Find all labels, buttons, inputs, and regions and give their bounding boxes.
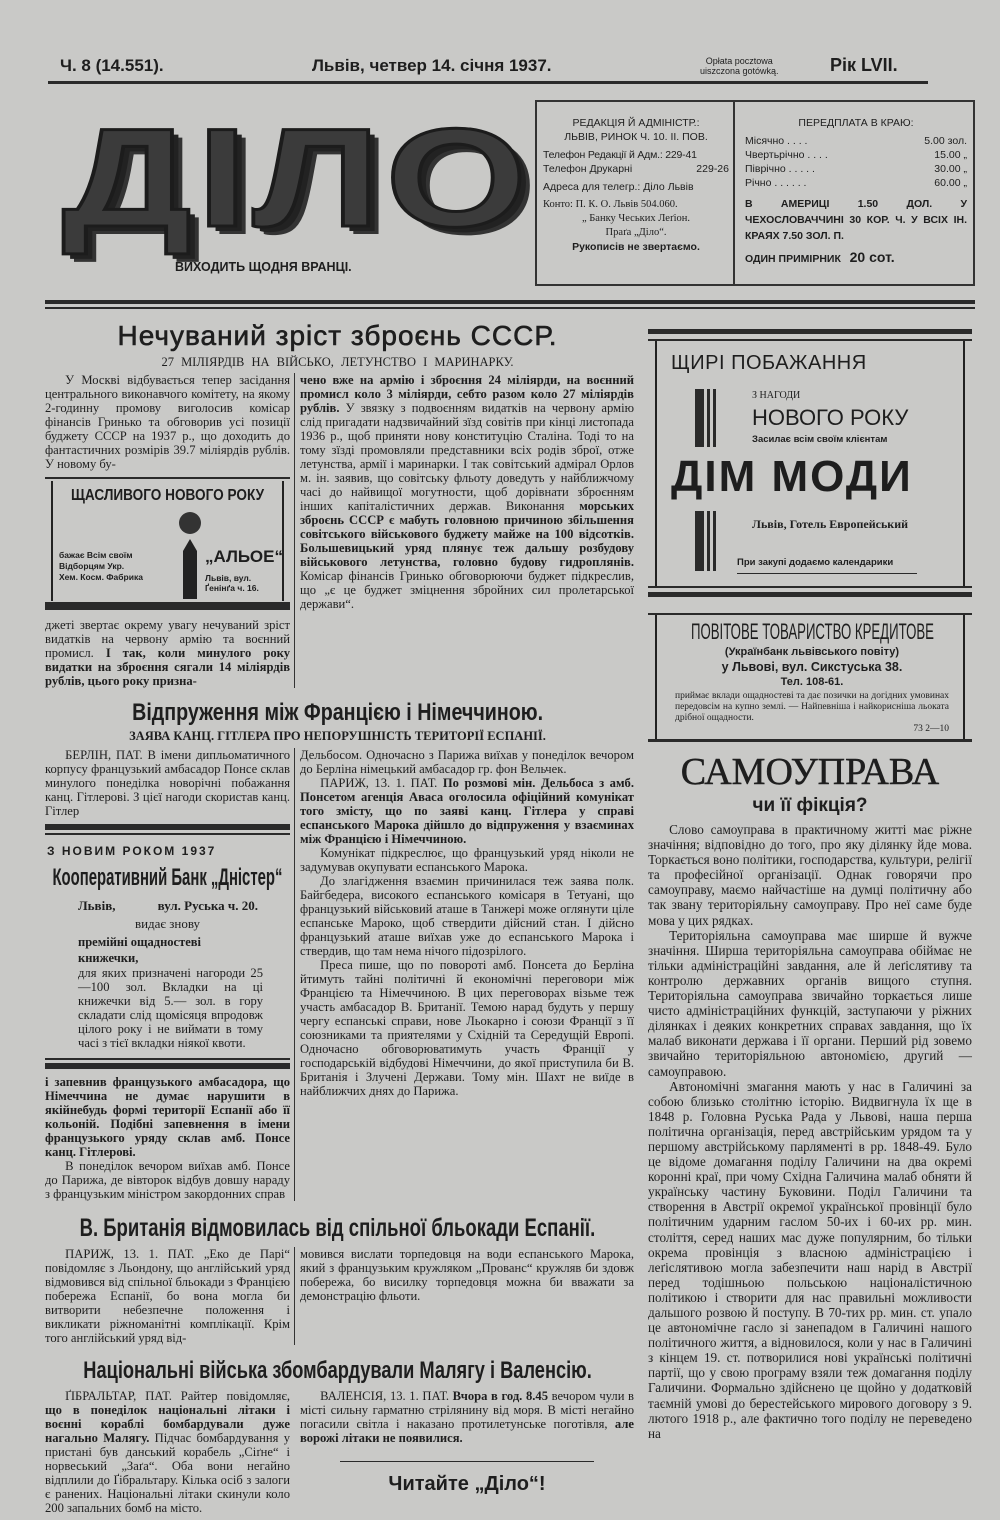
account-line: „ Банку Чеських Леґіон. bbox=[581, 213, 691, 224]
dnister-body bbox=[78, 966, 263, 1050]
text: приймає вклади ощадностеві та дає позички на догідних умовинах передовсім на купно землі. — Найпевніша і найкорисніша льоката дрібної ощадности. bbox=[675, 691, 949, 723]
france-text-left-b bbox=[45, 1075, 290, 1201]
aloe-brand: „АЛЬОЕ“ bbox=[205, 547, 283, 566]
dateline: ҐІБРАЛЬТАР, ПАТ. Райтер повідомляє, bbox=[65, 1389, 290, 1403]
read-dilo-promo: Читайте „Діло“! bbox=[388, 1473, 546, 1495]
dim-headline: ЩИРІ ПОБАЖАННЯ bbox=[671, 352, 867, 374]
dnister-street: вул. Руська ч. 20. bbox=[157, 898, 258, 913]
credit-phone: Тел. 108-61. bbox=[780, 676, 844, 688]
paragraph: Дельбосом. Одночасно з Парижа виїхав у понеділок вечором до Берліна німецький амбасадор гр. фон Вельчек. bbox=[300, 748, 634, 776]
britain-text-right bbox=[294, 1247, 634, 1345]
france-text-right bbox=[294, 748, 634, 1201]
text-bold: що в понеділок національні літаки і воєнні кораблі бомбардували дуже нагально Малягу. bbox=[45, 1403, 290, 1445]
foreign-prices: В АМЕРИЦІ 1.50 ДОЛ. У ЧЕХОСЛОВАЧЧИНІ 30 КОР. Ч. У ВСІХ ІН. КРАЯХ 7.50 ЗОЛ. П. bbox=[745, 198, 967, 242]
ad-dnister bbox=[45, 835, 290, 1058]
ad-rule bbox=[648, 592, 972, 597]
ad-rule bbox=[648, 329, 972, 334]
dim-brand: ДІМ МОДИ bbox=[671, 452, 913, 501]
text-bold: чено вже на армію і зброєння 24 міліярди, на воєнний промисл коло 3 міліярди, себто разом коло 27 міліярдів рублів. bbox=[300, 373, 634, 415]
aloe-headline: ЩАСЛИВОГО НОВОГО РОКУ bbox=[70, 487, 265, 504]
price: 5.00 зол. bbox=[924, 135, 967, 147]
paragraph: для яких призначені нагороди 25—100 зол. Вкладки на ці книжечки від 5.— зол. в гору складати слід щомісяця впродовж цілого року і не виймати в тому часі з тієї вкладки ніякої квоти. bbox=[78, 966, 263, 1050]
credit-address: у Львові, вул. Сикстуська 38. bbox=[721, 660, 903, 674]
editorial-info bbox=[543, 116, 729, 254]
editorial-line: ЛЬВІВ, РИНОК Ч. 10. II. ПОВ. bbox=[564, 131, 708, 143]
article-ussr bbox=[45, 318, 634, 688]
ad-rule bbox=[737, 573, 917, 574]
france-text-left-a bbox=[45, 748, 290, 818]
article-france bbox=[45, 698, 634, 1201]
info-divider bbox=[733, 102, 735, 284]
headline-selfgov: САМОУПРАВА bbox=[680, 751, 940, 793]
stripe bbox=[707, 389, 710, 447]
ad-rule bbox=[45, 1058, 290, 1060]
stripe bbox=[707, 511, 710, 571]
stripe bbox=[695, 511, 704, 571]
paragraph: Комунікат підкреслює, що французький уряд ніколи не задумував окупувати еспанського Марока. bbox=[300, 846, 634, 874]
paragraph: Слово самоуправа в практичному житті має ріжне значіння; відповідно до того, про яку ділянку йде мова. Торкається воно політики, господарства, культури, релігії та професійної організації. Однак говорячи про самоуправу, маємо найчастіше на думці політичну або так звану територіяльну самоуправу. Про неї саме буде мова у цих рядках. bbox=[648, 822, 972, 928]
britain-text-left bbox=[45, 1247, 290, 1345]
tagline: ВИХОДИТЬ ЩОДНЯ ВРАНЦІ. bbox=[175, 260, 352, 274]
text: вечором чули в місті сильну гарматню стрілянину від моря. В місті негайно погасили світла і наказано протилетунське поготівля, bbox=[300, 1389, 635, 1431]
text-bold: але ворожі літаки не появилися. bbox=[300, 1417, 634, 1445]
paragraph: Преса пише, що по повороті амб. Понсета до Берліна йтимуть тайні політичні й економічні переговори між Францією та Німеччиною. В цих переговорах візьме теж участь амбасадор В. Британії. Темою нарад будуть у першу чергу еспанські справи, нове Льокарно і союзи Франції з її союзниками та приятелями у Східній та Середущій Европі. Одночасно обговорюватимуть участь Франції у господарській відбудові Німеччини, до якої приступила би В. Британія і Злучені Держави. Тому мін. Шахт не виїде в найближчих днях до Парижа. bbox=[300, 958, 634, 1098]
ad-rule bbox=[45, 477, 290, 479]
volume-year: Рік LVII. bbox=[830, 55, 898, 75]
headline-bombing: Національні війська збомбардували Малягу і Валенсію. bbox=[83, 1357, 592, 1384]
subscription-row bbox=[745, 134, 967, 148]
masthead-rule bbox=[45, 300, 975, 309]
dim-new-year: НОВОГО РОКУ bbox=[752, 405, 909, 430]
text: джеті звертає окрему увагу нечуваний зріст видатків на червону армію та воєнний промисл. bbox=[45, 618, 290, 660]
paragraph: До злагідження взаємин причинилася теж заява полк. Байгбедера, високого еспанського комісаря в Тетуані, що французький військовий аташе в Танжері може оглянути ціле еспанське Мароко, щоб ствердити дійсний стан. І дійсно французький аташе виїхав уже до еспанського Марока і ствердив, що там нема нічого підозрілого. bbox=[300, 874, 634, 958]
dim-address: Львів, Готель Европейський bbox=[752, 517, 909, 531]
promo-rule bbox=[340, 1461, 594, 1462]
ad-aloe bbox=[45, 477, 290, 612]
ussr-text-right bbox=[294, 373, 634, 688]
account-line: Праґа „Діло“. bbox=[605, 227, 667, 238]
text-bold: По розмові мін. Дельбоса з амб. Понсетом агенція Аваса оголосила офіційний комунікат того змісту, що по заяві канц. Гітлера у справі еспанського Марока дійшло до відпруження у взаєминах між Францією і Німеччиною. bbox=[300, 776, 634, 846]
ad-rule bbox=[648, 586, 972, 588]
manuscripts-note: Рукописів не звертаємо. bbox=[572, 241, 700, 253]
ad-rule bbox=[45, 602, 290, 610]
dnister-greeting: З НОВИМ РОКОМ 1937 bbox=[47, 844, 217, 858]
newspaper-logo: ДІЛО bbox=[62, 99, 533, 256]
postage-note bbox=[700, 56, 779, 76]
dateline: Львів, четвер 14. січня 1937. bbox=[312, 56, 552, 75]
postage-line: uiszczona gotówką. bbox=[700, 66, 779, 76]
period: Піврічно . . . . . bbox=[745, 163, 815, 175]
period: Місячно . . . . bbox=[745, 135, 808, 147]
subscription-row bbox=[745, 176, 967, 190]
aloe-line: Хем. Косм. Фабрика bbox=[59, 572, 143, 582]
bottle-icon bbox=[183, 539, 197, 599]
paragraph-bold: і запевнив французького амбасадора, що Німеччина не думає нарушити в якійнебудь формі території Еспанії або її кольоній. Подібні запевнення в імени французького уряду склав амб. Понсе канц. Гітлерові. bbox=[45, 1075, 290, 1159]
headline-france: Відпруження між Францією і Німеччиною. bbox=[132, 699, 543, 726]
dnister-product: премійні ощадностеві книжечки, bbox=[78, 935, 201, 965]
text-bold: І так, коли минулого року видатки на зброєння сягали 14 міліярдів рублів, цього року призна- bbox=[45, 646, 290, 688]
subheadline-ussr: 27 МІЛІЯРДІВ НА ВІЙСЬКО, ЛЕТУНСТВО І МАРИНАРКУ. bbox=[161, 355, 514, 369]
paragraph: Автономічні змагання мають у нас в Галичині за собою близько столітню історію. Видвигнула їх ще в 1848 р. Головна Руська Рада у Львові, наша перша політична організація, перед австрійським урядом та у першому австрійському парляменті в рр. 1848-49. Було це відоме домагання поділу Галичини на два окремі коронні краї, при чому Східна Галичина малаб обняти й українську частину Буковини. Поділ Галичини та створення в Австрії окремої української провінції було політичним ударним гаслом 50-их і 60-их рр. мин. століття, серед наших мас дуже популярним, бо тільки окрема провінція з власною адміністрацією і леґіслятивою могла забезпечити наш нарід в Австрії перед тодішньою польською націоналістичною політикою і створити для нас правильні можливости дальшого розвою й поступу. В 70-тих рр. мин. ст. упало це автономічне гасло зі занепадом в Галичині нашого політичного життя, а відновилося, коли у нас в Галичині з кінцем 19. ст. потворилися нові українські політичні партії, що у свою програму взяли теж домагання поділу Галичини. Формально здійснено це щойно у додатковій таємній умові до берестейського мирового договору з 9. лютого 1918 р., але фактично того поділу не переведено на bbox=[648, 1078, 972, 1441]
stripe bbox=[713, 389, 716, 447]
paragraph: мовився вислати торпедовця на води еспанського Марока, який з французьким кружляком „Прованс“ кружляв би здовж побережа, бо висилку торпедовця можна би вважати за демонстрацію фльоти. bbox=[300, 1247, 634, 1303]
telegraph-address: Адреса для телегр.: Діло Львів bbox=[543, 181, 694, 193]
account-line: Конто: П. К. О. Львів 504.060. bbox=[543, 199, 678, 210]
editorial-line: РЕДАКЦІЯ Й АДМІНІСТР.: bbox=[572, 117, 700, 129]
ad-code: 73 2—10 bbox=[913, 724, 949, 734]
ad-rule bbox=[45, 1063, 290, 1069]
headline-britain: В. Британія відмовилась від спільної бльокади Еспанії. bbox=[79, 1214, 596, 1242]
single-copy-label: ОДИН ПРИМІРНИК bbox=[745, 253, 841, 265]
paragraph: У Москві відбувається тепер засідання центрального виконавчого комітету, на якому 2-годинну промову виголосив комісар фінансів Гринько та обговорив усі позиції буджету СССР на 1937 р., що доходить до фантастичних розмірів 39.7 міліярдів рублів. У новому бу- bbox=[45, 373, 290, 471]
ussr-text-left-b bbox=[45, 618, 290, 688]
selfgov-text bbox=[648, 822, 972, 1441]
bombing-text-left bbox=[45, 1389, 290, 1515]
ad-rule bbox=[45, 824, 290, 830]
right-column bbox=[648, 329, 972, 1441]
article-bombing bbox=[45, 1355, 635, 1515]
paragraph: В понеділок вечором виїхав амб. Понсе до Парижа, де вівторок відбув довшу нараду з французьким міністром закордонних справ bbox=[45, 1159, 290, 1201]
period: Чвертьрічно . . . . bbox=[745, 149, 828, 161]
main-news-area bbox=[45, 318, 635, 1515]
subheadline-france: ЗАЯВА КАНЦ. ГІТЛЕРА ПРО НЕПОРУШНІСТЬ ТЕРИТОРІЇ ЕСПАНІЇ. bbox=[129, 729, 546, 743]
credit-body bbox=[675, 691, 949, 735]
dim-occasion: З НАГОДИ bbox=[752, 390, 801, 401]
dnister-name: Кооперативний Банк „Дністер“ bbox=[52, 864, 283, 891]
subscription-info bbox=[745, 116, 967, 266]
dnister-issues: видає знову bbox=[134, 916, 201, 931]
ad-dim-mody bbox=[655, 341, 965, 586]
ad-rule bbox=[648, 739, 972, 742]
dnister-city: Львів, bbox=[78, 898, 116, 913]
dim-offer: При закупі додаємо календарики bbox=[737, 557, 894, 568]
credit-subname: (Українбанк львівського повіту) bbox=[724, 646, 900, 658]
info-box bbox=[535, 100, 975, 286]
aloe-message bbox=[59, 550, 143, 583]
issue-number: Ч. 8 (14.551). bbox=[60, 56, 164, 75]
text: У звязку з подвоєнням видатків на червону армію слід пригадати надзвичайний зїзд совітів при кінці листопада 1936 р., щоб приняти нову конституцію Сталіна. Тоді то на тому зїзді промовляли представники всіх родів зброї, отже летунства, армії і маринарки. І так совітський адмірал Орлов м. ін. заявив, що совітську фльоту доведуть у найближчому часі до найвищої могутности, щоб дорівнати зброєнням інших капіталістичних держав. Виконання bbox=[300, 401, 634, 513]
dim-sends: Засилає всім своїм клієнтам bbox=[752, 434, 888, 445]
print-phone-label: Телефон Друкарні bbox=[543, 163, 633, 175]
top-rule bbox=[48, 81, 928, 84]
dateline: ПАРИЖ, 13. 1. ПАТ. bbox=[320, 776, 438, 790]
price: 30.00 „ bbox=[934, 163, 967, 175]
paragraph: Територіяльна самоуправа має ширше й вужче значіння. Ширша територіяльна самоуправа обіймає не тільки адміністраційні завдання, але й леґіслятиву та контролю державних органів вищого ступня. Територіяльна самоуправа звичайно торкається лише чисто адміністраційних функцій, заступаючи у ріжних ділянках і деяких конкретних справах завдання, що їх малаб виконати держава і її органи. Перший рід зовемо звичайно територіяльною автономією, другий — самоуправою. bbox=[648, 927, 972, 1079]
ad-credit-society bbox=[655, 615, 965, 739]
price: 60.00 „ bbox=[934, 177, 967, 189]
article-britain bbox=[45, 1211, 634, 1345]
editorial-phone: Телефон Редакції й Адм.: 229-41 bbox=[543, 149, 697, 161]
price: 15.00 „ bbox=[934, 149, 967, 161]
text-bold: морських зброєнь СССР є мабуть головною причиною збільшення совітського військового буджету майже на 100 відсотків. Большевицький уряд плянує теж дальшу розбудову військового летунства, головно будову гидроплянів. bbox=[300, 499, 634, 569]
postage-line: Opłata pocztowa bbox=[705, 56, 773, 66]
subheadline-selfgov: чи її фікція? bbox=[752, 795, 868, 816]
headline-ussr: Нечуваний зріст зброєнь СССР. bbox=[117, 320, 558, 351]
paragraph: БЕРЛІН, ПАТ. В імени дипльоматичного корпусу французький амбасадор Понсе склав минулого понеділка новорічні побажання канц. Гітлерові. З цієї нагоди скористав канц. Гітлер bbox=[45, 748, 290, 818]
stripes-decoration bbox=[695, 389, 704, 447]
credit-name: ПОВІТОВЕ ТОВАРИСТВО КРЕДИТОВЕ bbox=[690, 619, 934, 644]
subscription-row bbox=[745, 148, 967, 162]
bombing-text-right bbox=[300, 1389, 634, 1445]
stripe bbox=[713, 511, 716, 571]
ussr-text-left-a bbox=[45, 373, 290, 471]
bulb-icon bbox=[179, 512, 201, 534]
period: Річно . . . . . . bbox=[745, 177, 807, 189]
subscription-title: ПЕРЕДПЛАТА В КРАЮ: bbox=[798, 117, 914, 129]
aloe-line: бажає Всім своїм bbox=[59, 550, 133, 560]
subscription-row bbox=[745, 162, 967, 176]
paragraph: ПАРИЖ, 13. 1. ПАТ. „Еко де Парі“ повідомляє з Льондону, що англійський уряд відмовився від спільної бльокади з Францією побережа Еспанії, бо вона могла би витворити небезпечне положення і викликати ріжноманітні комплікації. Крім того англійський уряд від- bbox=[45, 1247, 290, 1345]
aloe-line: Відборцям Укр. bbox=[59, 561, 125, 571]
single-copy-price: 20 сот. bbox=[849, 249, 895, 265]
text: Комісар фінансів Гринько обговорюючи буджет підкреслив, що „є це буджет зміцнення збройних сил пролетарської держави“. bbox=[300, 569, 634, 611]
print-phone: 229-26 bbox=[696, 163, 729, 175]
dateline: ВАЛЕНСІЯ, 13. 1. ПАТ. bbox=[320, 1389, 450, 1403]
text: Підчас бомбардування у пристані був данський корабель „Сіґне“ і норвеський „Заґа“. Оба вони негайно відплили до Ґібральтару. Кілька осіб з залоги є ранених. Національні літаки скинули коло 200 запальних бомб на місто. bbox=[45, 1431, 290, 1515]
text-bold: Вчора в год. 8.45 bbox=[452, 1389, 548, 1403]
aloe-address: Львів, вул. Ґенінґа ч. 16. bbox=[205, 573, 259, 593]
